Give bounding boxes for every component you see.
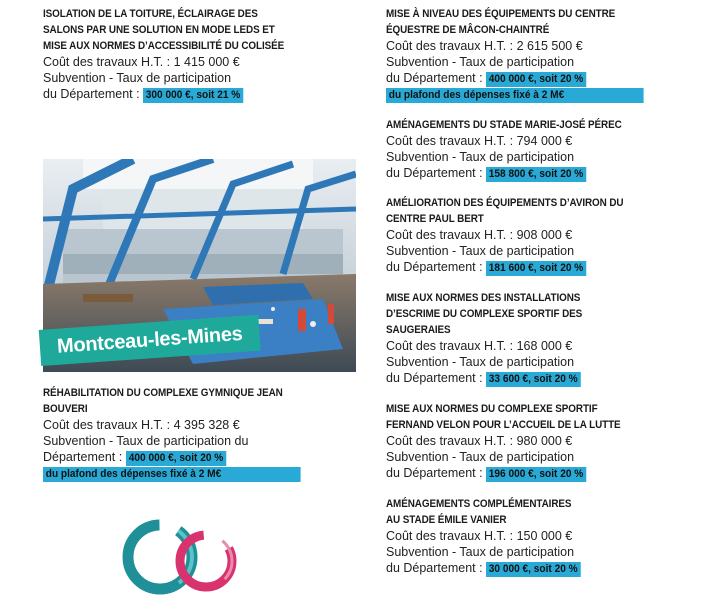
- city-label: Montceau-les-Mines: [39, 315, 261, 366]
- department-line: [386, 70, 666, 87]
- cost-line: Coût des travaux H.T. : 1 415 000 €: [43, 55, 240, 69]
- project-jean-bouveri: [43, 385, 323, 482]
- project-centre-equestre: [386, 6, 666, 103]
- title-line: AU STADE ÉMILE VANIER: [386, 514, 507, 526]
- subsidy-line: Subvention - Taux de participation: [43, 71, 232, 85]
- amount-highlight: 400 000 €, soit 20 %: [486, 72, 586, 87]
- title-line: SAUGERAIES: [386, 324, 451, 336]
- project-title: [386, 195, 674, 227]
- cost-line: Coût des travaux H.T. : 150 000 €: [386, 529, 573, 543]
- title-line: RÉHABILITATION DU COMPLEXE GYMNIQUE JEAN: [43, 387, 283, 399]
- project-stade-perec: [386, 117, 666, 182]
- title-line: AMÉLIORATION DES ÉQUIPEMENTS D’AVIRON DU: [386, 197, 624, 209]
- amount-highlight: 30 000 €, soit 20 %: [486, 562, 580, 577]
- circles-logo: [118, 513, 248, 608]
- subsidy-line: Subvention - Taux de participation: [386, 55, 575, 69]
- subsidy-line: Subvention - Taux de participation: [386, 450, 575, 464]
- project-stade-vanier: [386, 496, 666, 577]
- title-line: SALONS PAR UNE SOLUTION EN MODE LEDS ET: [43, 24, 275, 36]
- subsidy-line: Subvention - Taux de participation: [386, 355, 575, 369]
- title-line: ÉQUESTRE DE MÂCON-CHAINTRÉ: [386, 24, 550, 36]
- project-title: [386, 496, 674, 528]
- cost-line: Coût des travaux H.T. : 908 000 €: [386, 228, 573, 242]
- project-title: [386, 6, 674, 38]
- title-line: CENTRE PAUL BERT: [386, 213, 484, 225]
- cost-line: Coût des travaux H.T. : 168 000 €: [386, 339, 573, 353]
- project-title: [43, 385, 331, 417]
- title-line: BOUVERI: [43, 403, 88, 415]
- title-line: AMÉNAGEMENTS COMPLÉMENTAIRES: [386, 498, 572, 510]
- project-colisee: [43, 6, 323, 103]
- department-label: du Département :: [386, 71, 483, 85]
- amount-highlight: 400 000 €, soit 20 %: [126, 451, 226, 466]
- department-label: Département :: [43, 450, 123, 464]
- department-label: du Département :: [386, 561, 483, 575]
- department-line: [386, 465, 666, 482]
- cap-highlight: du plafond des dépenses fixé à 2 M€: [43, 467, 301, 482]
- department-line: [386, 259, 666, 276]
- project-title: [43, 6, 331, 54]
- title-line: FERNAND VELON POUR L’ACCUEIL DE LA LUTTE: [386, 419, 621, 431]
- project-aviron: [386, 195, 666, 276]
- department-line: [386, 370, 666, 387]
- title-line: D’ESCRIME DU COMPLEXE SPORTIF DES: [386, 308, 583, 320]
- project-lutte: [386, 401, 666, 482]
- department-line: [386, 560, 666, 577]
- amount-highlight: 300 000 €, soit 21 %: [143, 88, 243, 103]
- title-line: MISE AUX NORMES DES INSTALLATIONS: [386, 292, 581, 304]
- cost-line: Coût des travaux H.T. : 4 395 328 €: [43, 418, 240, 432]
- interlinked-rings-icon: [118, 513, 248, 603]
- amount-highlight: 181 600 €, soit 20 %: [486, 261, 586, 276]
- title-line: MISE AUX NORMES DU COMPLEXE SPORTIF: [386, 403, 598, 415]
- department-line: [43, 449, 323, 466]
- amount-highlight: 33 600 €, soit 20 %: [486, 372, 580, 387]
- cap-highlight: du plafond des dépenses fixé à 2 M€: [386, 88, 644, 103]
- title-line: AMÉNAGEMENTS DU STADE MARIE-JOSÉ PÉREC: [386, 119, 622, 131]
- department-line: [43, 86, 323, 103]
- department-label: du Département :: [386, 260, 483, 274]
- project-title: [386, 401, 674, 433]
- subsidy-line: Subvention - Taux de participation: [386, 150, 575, 164]
- project-title: [386, 117, 674, 133]
- title-line: MISE AUX NORMES D’ACCESSIBILITÉ DU COLISÉE: [43, 40, 285, 52]
- subsidy-line: Subvention - Taux de participation: [386, 244, 575, 258]
- subsidy-line: Subvention - Taux de participation: [386, 545, 575, 559]
- title-line: MISE À NIVEAU DES ÉQUIPEMENTS DU CENTRE: [386, 8, 616, 20]
- title-line: ISOLATION DE LA TOITURE, ÉCLAIRAGE DES: [43, 8, 258, 20]
- amount-highlight: 158 800 €, soit 20 %: [486, 167, 586, 182]
- subsidy-line: Subvention - Taux de participation du: [43, 434, 249, 448]
- project-escrime: [386, 290, 666, 387]
- department-label: du Département :: [43, 87, 140, 101]
- department-label: du Département :: [386, 371, 483, 385]
- amount-highlight: 196 000 €, soit 20 %: [486, 467, 586, 482]
- cost-line: Coût des travaux H.T. : 980 000 €: [386, 434, 573, 448]
- cost-line: Coût des travaux H.T. : 2 615 500 €: [386, 39, 583, 53]
- department-label: du Département :: [386, 166, 483, 180]
- project-title: [386, 290, 674, 338]
- department-line: [386, 165, 666, 182]
- cost-line: Coût des travaux H.T. : 794 000 €: [386, 134, 573, 148]
- department-label: du Département :: [386, 466, 483, 480]
